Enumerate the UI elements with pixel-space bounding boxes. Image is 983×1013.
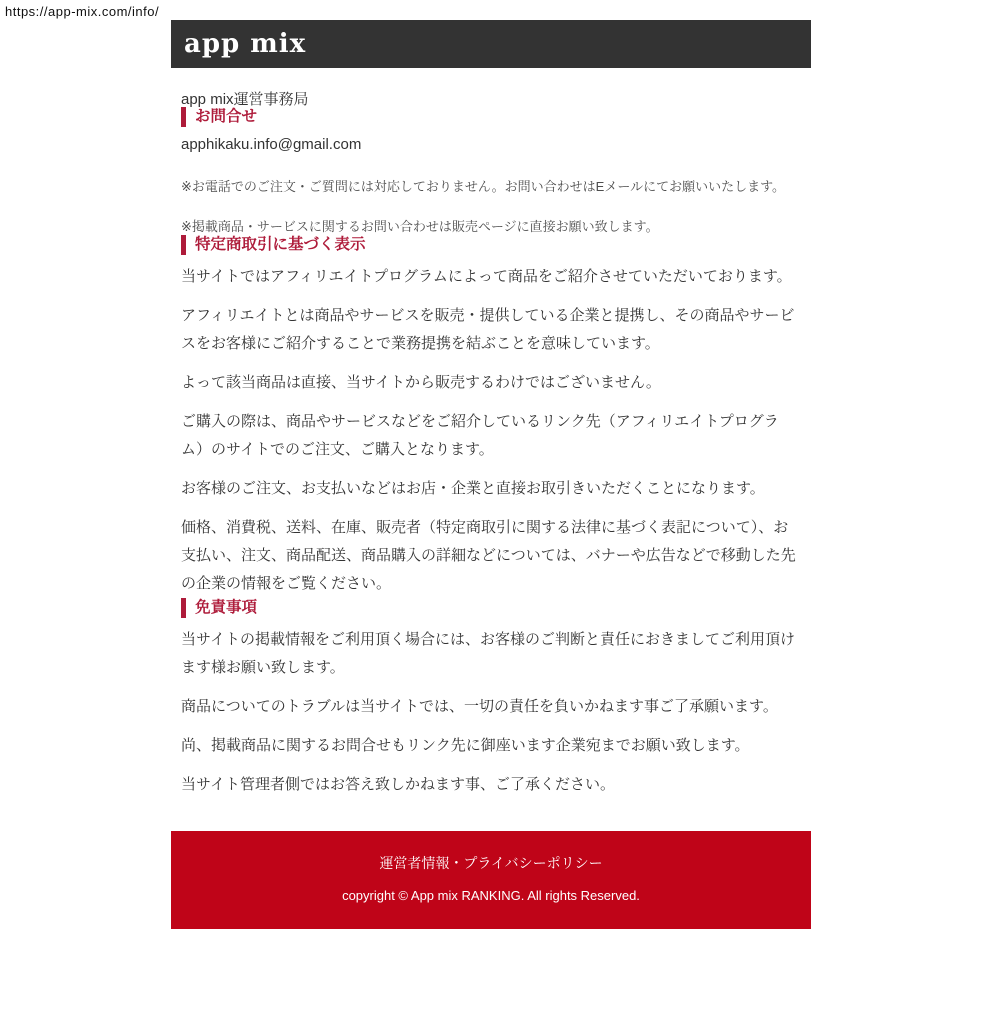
body-paragraph: よって該当商品は直接、当サイトから販売するわけではございません。 <box>181 374 661 391</box>
page-url: https://app-mix.com/info/ <box>5 4 160 19</box>
section-heading-contact: お問合せ <box>181 107 801 127</box>
body-paragraph: 当サイト管理者側ではお答え致しかねます事、ご了承ください。 <box>181 776 615 793</box>
body-paragraph: 商品についてのトラブルは当サイトでは、一切の責任を負いかねます事ご了承願います。 <box>181 698 778 715</box>
footer-privacy-link[interactable]: 運営者情報・プライバシーポリシー <box>379 855 603 871</box>
section-heading-disclaimer: 免責事項 <box>181 598 801 618</box>
site-header <box>171 20 811 68</box>
body-paragraph: ご購入の際は、商品やサービスなどをご紹介しているリンク先（アフィリエイトプログラム）のサイトでのご注文、ご購入となります。 <box>181 413 779 458</box>
contact-note-phone: ※お電話でのご注文・ご質問には対応しておりません。お問い合わせはEメールにてお願いいたします。 <box>181 179 786 194</box>
section-heading-tokushoho: 特定商取引に基づく表示 <box>181 235 801 255</box>
body-paragraph: 当サイトの掲載情報をご利用頂く場合には、お客様のご判断と責任におきましてご利用頂けます様お願い致します。 <box>181 631 795 676</box>
body-paragraph: アフィリエイトとは商品やサービスを販売・提供している企業と提携し、その商品やサービスをお客様にご紹介することで業務提携を結ぶことを意味しています。 <box>181 307 795 352</box>
contact-note-products: ※掲載商品・サービスに関するお問い合わせは販売ページに直接お願い致します。 <box>181 219 659 234</box>
operator-name: app mix運営事務局 <box>181 91 309 108</box>
copyright-notice: copyright © App mix RANKING. All rights Reserved. <box>342 888 640 903</box>
body-paragraph: 価格、消費税、送料、在庫、販売者（特定商取引に関する法律に基づく表記について）、お支払い、注文、商品配送、商品購入の詳細などについては、バナーや広告などで移動した先の企業の情報をご覧ください。 <box>181 519 796 592</box>
contact-email: apphikaku.info@gmail.com <box>181 136 362 153</box>
body-paragraph: 当サイトではアフィリエイトプログラムによって商品をご紹介させていただいております。 <box>181 268 792 285</box>
main-content <box>171 92 811 799</box>
site-footer <box>171 831 811 929</box>
body-paragraph: お客様のご注文、お支払いなどはお店・企業と直接お取引きいただくことになります。 <box>181 480 765 497</box>
page-container <box>171 20 811 929</box>
site-title: app mix <box>184 29 307 59</box>
body-paragraph: 尚、掲載商品に関するお問合せもリンク先に御座います企業宛までお願い致します。 <box>181 737 750 754</box>
